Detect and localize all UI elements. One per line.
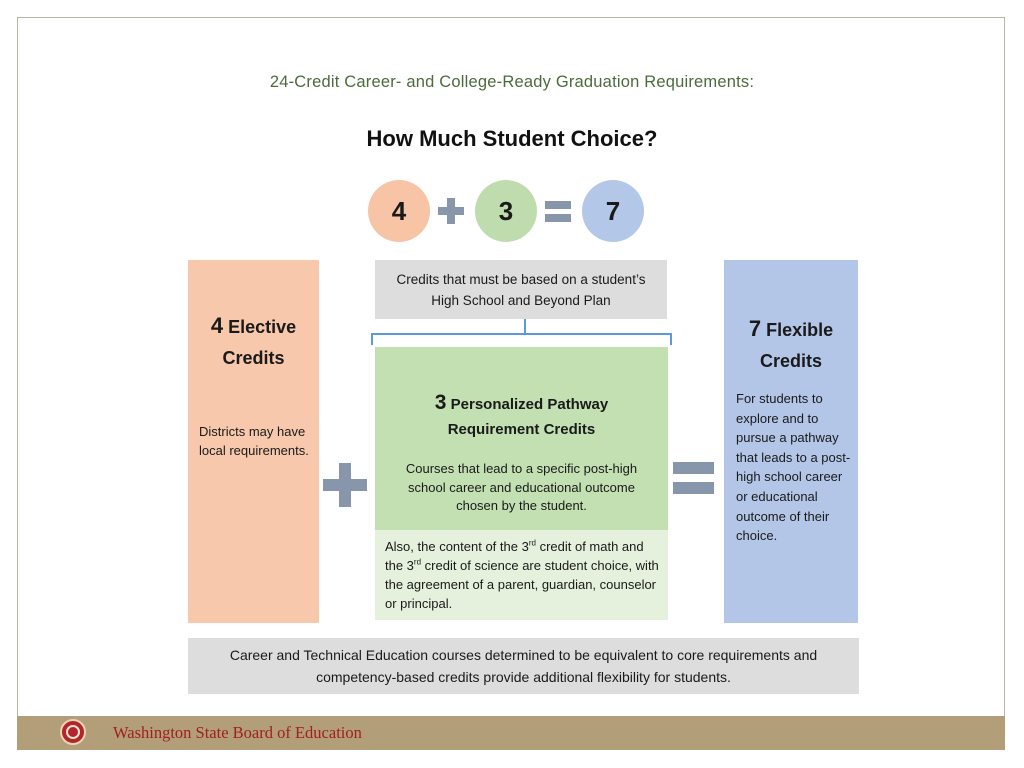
slide-title: How Much Student Choice? (366, 126, 658, 151)
plus-icon-small-v (447, 198, 455, 224)
footer-org-name: Washington State Board of Education (113, 723, 362, 742)
flexible-count-circle: 7 (582, 180, 644, 242)
elective-heading (188, 310, 319, 374)
elective-label-2: Credits (222, 348, 285, 368)
cte-note-text: Career and Technical Education courses determined to be equivalent to core requirements and competency-based credits provide additional flexibility for students. (229, 647, 818, 685)
flexible-credits-box (724, 260, 858, 623)
note-text-2: credit of math and the 3 (385, 539, 644, 573)
pathway-number: 3 (434, 391, 447, 414)
plus-icon-large-v (339, 463, 351, 507)
flexible-description: For students to explore and to pursue a pathway that leads to a post-high school career or educational outcome of their choice. (736, 391, 851, 544)
math-science-note (385, 537, 660, 613)
equals-icon-large-top (673, 462, 714, 474)
elective-description: Districts may have local requirements. (199, 424, 309, 458)
hsbp-credits-box (375, 260, 667, 319)
footer-bar (17, 716, 1005, 750)
pathway-label-2: Requirement Credits (447, 421, 596, 438)
elective-credits-box (188, 260, 319, 623)
pathway-credits-box (375, 347, 668, 530)
pathway-label-1: Personalized Pathway (450, 396, 609, 413)
pathway-heading (375, 390, 668, 442)
note-sup-1: rd (528, 538, 536, 548)
hsbp-text: Credits that must be based on a student’s High School and Beyond Plan (396, 271, 646, 308)
note-text-3: credit of science are student choice, with the agreement of a parent, guardian, counselor or principal. (385, 558, 659, 611)
note-sup-2: rd (413, 557, 422, 567)
pathway-count-circle: 3 (475, 180, 537, 242)
elective-number: 4 (210, 313, 224, 338)
slide-subtitle: 24-Credit Career- and College-Ready Graduation Requirements: (269, 73, 755, 91)
elective-label-1: Elective (228, 317, 297, 337)
flexible-label-1: Flexible (766, 320, 834, 340)
flexible-heading (724, 313, 858, 377)
flexible-label-2: Credits (759, 351, 822, 371)
equals-icon-small-top (545, 201, 571, 209)
bracket-bar (371, 333, 672, 335)
math-science-note-box (375, 530, 668, 620)
equals-icon-large-bottom (673, 482, 714, 494)
note-text-1: Also, the content of the 3 (385, 539, 529, 554)
bracket-stem (524, 319, 526, 334)
bracket-right-tip (670, 333, 672, 345)
flexible-number: 7 (748, 316, 762, 341)
cte-note-box (188, 638, 859, 694)
elective-count-circle: 4 (368, 180, 430, 242)
state-seal-icon (60, 719, 86, 745)
bracket-left-tip (371, 333, 373, 345)
pathway-description: Courses that lead to a specific post-high school career and educational outcome chosen by the student. (405, 461, 638, 513)
equals-icon-small-bottom (545, 214, 571, 222)
